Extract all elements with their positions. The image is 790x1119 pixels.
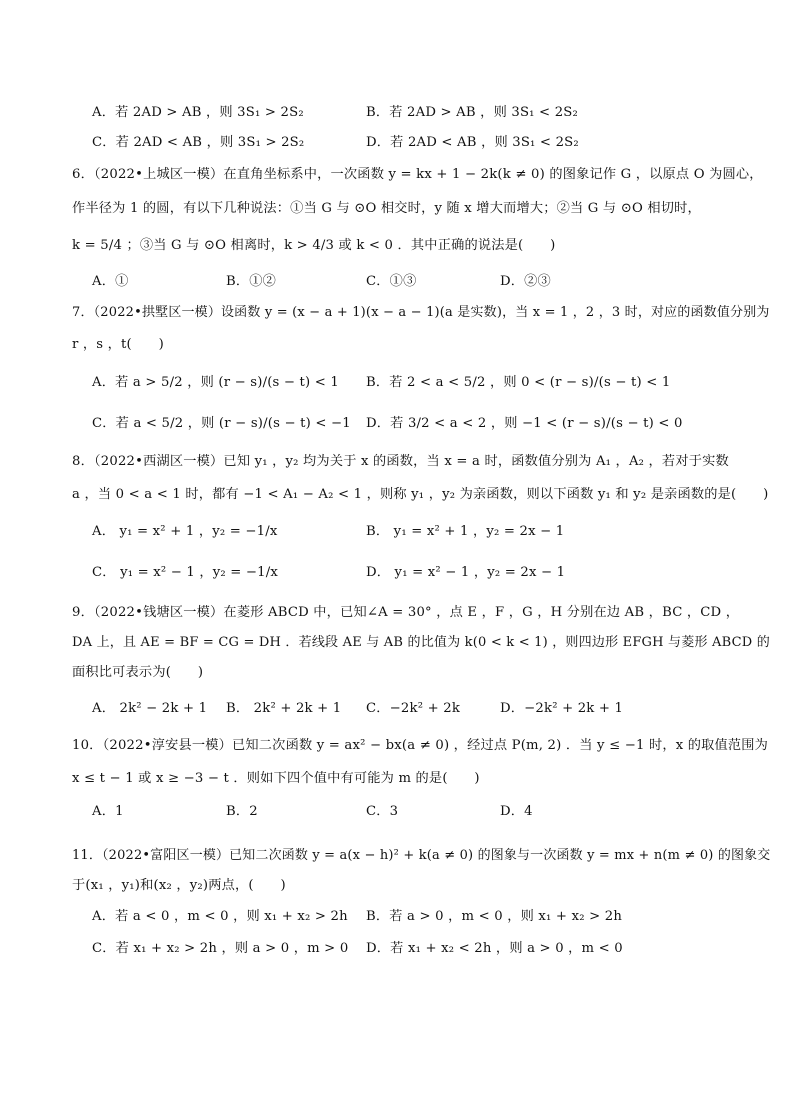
q11-option-d: D．若 x₁ + x₂ < 2h ，则 a > 0 ，m < 0 (366, 941, 623, 956)
q8-stem-line-1: 8．（2022•西湖区一模）已知 y₁ ，y₂ 均为关于 x 的函数，当 x = a 时，函数值分别为 A₁ ，A₂ ，若对于实数 (72, 454, 729, 469)
q10-option-c: C．3 (366, 804, 399, 819)
q7-stem-line-1: 7．（2022•拱墅区一模）设函数 y = (x − a + 1)(x − a − 1)(a 是实数)，当 x = 1 ，2 ，3 时，对应的函数值分别为 (72, 305, 770, 320)
q5-option-b: B．若 2AD > AB ，则 3S₁ < 2S₂ (366, 105, 579, 120)
q5-option-a: A．若 2AD > AB ，则 3S₁ > 2S₂ (92, 105, 304, 120)
q11-option-c: C．若 x₁ + x₂ > 2h ，则 a > 0 ，m > 0 (92, 941, 349, 956)
q5-option-c: C．若 2AD < AB ，则 3S₁ > 2S₂ (92, 135, 305, 150)
q9-option-b: B． 2k² + 2k + 1 (226, 701, 342, 716)
q7-option-c: C．若 a < 5/2 ，则 (r − s)/(s − t) < −1 (92, 416, 351, 431)
q11-option-a: A．若 a < 0 ，m < 0 ，则 x₁ + x₂ > 2h (92, 909, 348, 924)
q11-stem-line-1: 11．（2022•富阳区一模）已知二次函数 y = a(x − h)² + k(a ≠ 0) 的图象与一次函数 y = mx + n(m ≠ 0) 的图象交 (72, 848, 771, 863)
q8-option-d: D． y₁ = x² − 1 ，y₂ = 2x − 1 (366, 565, 566, 580)
q9-stem-line-3: 面积比可表示为( ) (72, 665, 204, 680)
q6-option-a: A．① (92, 274, 129, 289)
q6-stem-line-3: k = 5/4 ；③当 G 与 ⊙O 相离时，k > 4/3 或 k < 0 ．其中正确的说法是( ) (72, 238, 556, 253)
q9-option-a: A． 2k² − 2k + 1 (92, 701, 208, 716)
q7-option-b: B．若 2 < a < 5/2 ，则 0 < (r − s)/(s − t) < 1 (366, 375, 671, 390)
q10-option-a: A．1 (92, 804, 124, 819)
q7-stem-line-2: r ，s ，t( ) (72, 337, 164, 352)
q10-stem-line-1: 10．（2022•淳安县一模）已知二次函数 y = ax² − bx(a ≠ 0) ，经过点 P(m, 2) ．当 y ≤ −1 时，x 的取值范围为 (72, 738, 769, 753)
q6-stem-line-1: 6．（2022•上城区一模）在直角坐标系中，一次函数 y = kx + 1 − 2k(k ≠ 0) 的图象记作 G ，以原点 O 为圆心， (72, 167, 763, 182)
q7-option-a: A．若 a > 5/2 ，则 (r − s)/(s − t) < 1 (92, 375, 340, 390)
q9-option-d: D．−2k² + 2k + 1 (500, 701, 624, 716)
q10-option-b: B．2 (226, 804, 258, 819)
q7-option-d: D．若 3/2 < a < 2 ，则 −1 < (r − s)/(s − t) < 0 (366, 416, 683, 431)
q8-option-a: A． y₁ = x² + 1 ，y₂ = −1/x (92, 524, 278, 539)
q9-stem-line-1: 9．（2022•钱塘区一模）在菱形 ABCD 中，已知∠A = 30° ，点 E ，F ，G ，H 分别在边 AB ，BC ，CD ， (72, 605, 740, 620)
q6-option-b: B．①② (226, 274, 277, 289)
q11-option-b: B．若 a > 0 ，m < 0 ，则 x₁ + x₂ > 2h (366, 909, 623, 924)
q5-option-d: D．若 2AD < AB ，则 3S₁ < 2S₂ (366, 135, 579, 150)
q8-option-b: B． y₁ = x² + 1 ，y₂ = 2x − 1 (366, 524, 565, 539)
q6-option-d: D．②③ (500, 274, 551, 289)
q9-stem-line-2: DA 上，且 AE = BF = CG = DH ．若线段 AE 与 AB 的比值为 k(0 < k < 1) ，则四边形 EFGH 与菱形 ABCD 的 (72, 635, 770, 650)
q8-stem-line-2: a ，当 0 < a < 1 时，都有 −1 < A₁ − A₂ < 1 ，则称 y₁ ，y₂ 为亲函数，则以下函数 y₁ 和 y₂ 是亲函数的是( ) (72, 487, 769, 502)
q10-stem-line-2: x ≤ t − 1 或 x ≥ −3 − t ．则如下四个值中有可能为 m 的是( ) (72, 771, 480, 786)
q10-option-d: D．4 (500, 804, 533, 819)
q11-stem-line-2: 于(x₁ ，y₁)和(x₂ ，y₂)两点，( ) (72, 878, 286, 893)
q6-stem-line-2: 作半径为 1 的圆，有以下几种说法：①当 G 与 ⊙O 相交时，y 随 x 增大而增大；②当 G 与 ⊙O 相切时， (72, 201, 701, 216)
q8-option-c: C． y₁ = x² − 1 ，y₂ = −1/x (92, 565, 279, 580)
q9-option-c: C．−2k² + 2k (366, 701, 461, 716)
q6-option-c: C．①③ (366, 274, 417, 289)
